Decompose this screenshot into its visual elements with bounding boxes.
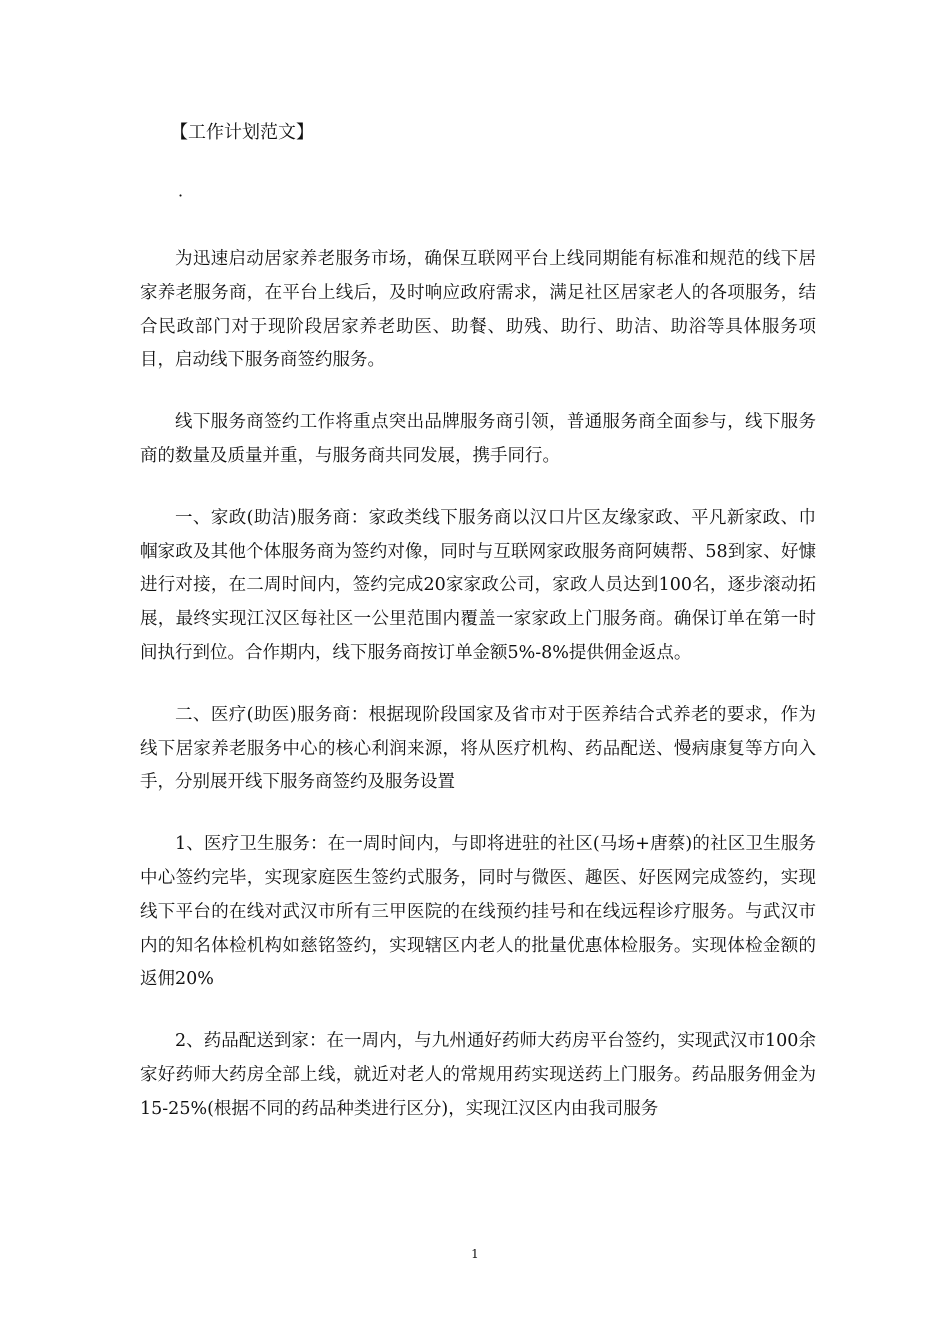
paragraph-medical-providers: 二、医疗(助医)服务商：根据现阶段国家及省市对于医养结合式养老的要求，作为线下居家养老服务中心的核心利润来源，将从医疗机构、药品配送、慢病康复等方向入手，分别展开线下服务商签约及服务设置	[140, 704, 816, 793]
paragraph-drug-delivery: 2、药品配送到家：在一周内，与九州通好药师大药房平台签约，实现武汉市100余家好药师大药房全部上线，就近对老人的常规用药实现送药上门服务。药品服务佣金为15-25%(根据不同的药品种类进行区分)，实现江汉区内由我司服务	[140, 1031, 816, 1119]
paragraph-housekeeping-providers: 一、家政(助洁)服务商：家政类线下服务商以汉口片区友缘家政、平凡新家政、巾帼家政及其他个体服务商为签约对像，同时与互联网家政服务商阿姨帮、58到家、好慷进行对接，在二周时间内，签约完成20家家政公司，家政人员达到100名，逐步滚动拓展，最终实现江汉区每社区一公里范围内覆盖一家家政上门服务商。确保订单在第一时间执行到位。合作期内，线下服务商按订单金额5%-8%提供佣金返点。	[140, 507, 816, 663]
paragraph-signing-focus: 线下服务商签约工作将重点突出品牌服务商引领，普通服务商全面参与，线下服务商的数量及质量并重，与服务商共同发展，携手同行。	[140, 412, 816, 466]
bullet-dot: ·	[178, 186, 184, 205]
page-number: 1	[471, 1247, 479, 1261]
document-heading: 【工作计划范文】	[170, 122, 314, 143]
document-body	[140, 243, 816, 1155]
paragraph-medical-health-service: 1、医疗卫生服务：在一周时间内，与即将进驻的社区(马场+唐蔡)的社区卫生服务中心签约完毕，实现家庭医生签约式服务，同时与微医、趣医、好医网完成签约，实现线下平台的在线对武汉市所有三甲医院的在线预约挂号和在线远程诊疗服务。与武汉市内的知名体检机构如慈铭签约，实现辖区内老人的批量优惠体检服务。实现体检金额的返佣20%	[140, 834, 816, 990]
paragraph-intro: 为迅速启动居家养老服务市场，确保互联网平台上线同期能有标准和规范的线下居家养老服务商，在平台上线后，及时响应政府需求，满足社区居家老人的各项服务，结合民政部门对于现阶段居家养老助医、助餐、助残、助行、助洁、助浴等具体服务项目，启动线下服务商签约服务。	[140, 249, 816, 371]
